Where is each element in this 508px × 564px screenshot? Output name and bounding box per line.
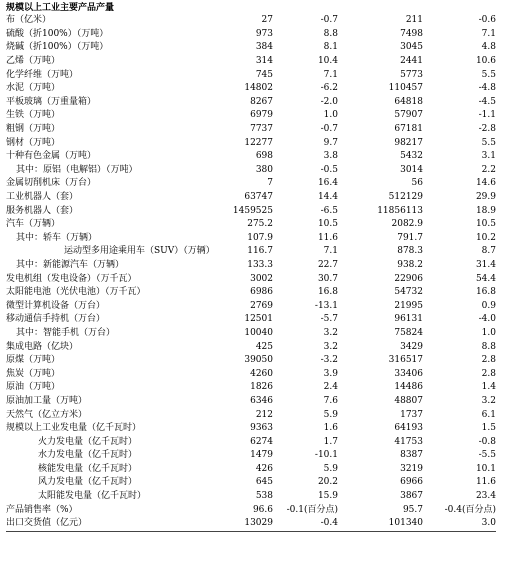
table-row xyxy=(6,14,496,28)
cumulative-output-cell: 75824 xyxy=(394,327,423,338)
table-row xyxy=(6,313,496,327)
month-growth-cell: -2.0 xyxy=(320,96,338,107)
month-growth-cell: 15.9 xyxy=(317,491,338,502)
table-row xyxy=(6,476,496,490)
table-row xyxy=(6,164,496,178)
cumulative-growth-cell: 14.6 xyxy=(475,178,496,189)
month-growth-cell: 14.4 xyxy=(317,192,338,203)
month-output-cell: 538 xyxy=(255,491,273,502)
product-name-cell: 服务机器人（套） xyxy=(6,205,79,216)
product-name-cell: 集成电路（亿块） xyxy=(6,341,79,352)
month-output-cell: 7 xyxy=(267,178,273,189)
month-output-cell: 116.7 xyxy=(247,246,273,257)
table-row xyxy=(6,367,496,381)
table-row xyxy=(6,395,496,409)
product-name-cell: 出口交货值（亿元） xyxy=(6,517,218,531)
product-name-cell: 原油加工量（万吨） xyxy=(6,395,88,406)
cumulative-output-cell: 11856113 xyxy=(377,205,423,216)
table-row xyxy=(6,435,496,449)
month-output-cell: 384 xyxy=(255,42,273,53)
table-row xyxy=(6,150,496,164)
month-growth-cell: 5.9 xyxy=(323,463,338,474)
month-output-cell: 107.9 xyxy=(247,232,273,243)
product-name-cell: 焦炭（万吨） xyxy=(6,368,61,379)
product-name-cell: 其中：原铝（电解铝）（万吨） xyxy=(16,164,138,175)
month-output-cell: 1459525 xyxy=(232,205,273,216)
cumulative-output-cell: 95.7 xyxy=(402,504,423,515)
product-name-cell: 金属切削机床（万台） xyxy=(6,178,97,189)
month-output-cell: 745 xyxy=(255,69,273,80)
table-row xyxy=(6,55,496,69)
month-output-cell: 2769 xyxy=(250,300,273,311)
cumulative-output-cell: 41753 xyxy=(394,436,423,447)
cumulative-output-cell: 3429 xyxy=(400,341,423,352)
table-row xyxy=(6,340,496,354)
cumulative-growth-cell: 0.9 xyxy=(481,300,496,311)
cumulative-growth-cell: 6.1 xyxy=(481,409,496,420)
cumulative-output-cell: 110457 xyxy=(388,83,423,94)
table-row xyxy=(6,177,496,191)
cumulative-growth-cell: 54.4 xyxy=(475,273,496,284)
month-growth-cell: 16.8 xyxy=(317,287,338,298)
table-row xyxy=(6,449,496,463)
cumulative-output-cell: 2441 xyxy=(400,56,423,67)
product-name-cell: 生铁（万吨） xyxy=(6,110,61,121)
month-output-cell: 12501 xyxy=(244,314,273,325)
month-growth-cell: 9.7 xyxy=(323,137,338,148)
month-growth-cell: 3.2 xyxy=(323,327,338,338)
table-row xyxy=(6,299,496,313)
month-growth-cell: 20.2 xyxy=(317,477,338,488)
table-row xyxy=(6,82,496,96)
product-name-cell: 原煤（万吨） xyxy=(6,355,61,366)
table-row xyxy=(6,422,496,436)
month-output-cell: 314 xyxy=(255,56,273,67)
product-name-cell: 粗钢（万吨） xyxy=(6,124,61,135)
product-name-cell: 汽车（万辆） xyxy=(6,219,61,230)
cumulative-growth-cell: 10.6 xyxy=(475,56,496,67)
cumulative-output-cell: 8387 xyxy=(400,450,423,461)
cumulative-growth-cell: 1.0 xyxy=(481,327,496,338)
table-row xyxy=(6,204,496,218)
cumulative-growth-cell: -2.8 xyxy=(478,124,496,135)
month-growth-cell: -6.2 xyxy=(320,83,338,94)
product-name-cell: 原油（万吨） xyxy=(6,382,61,393)
cumulative-growth-cell: 5.5 xyxy=(481,137,496,148)
month-output-cell: 8267 xyxy=(250,96,273,107)
table-row xyxy=(6,232,496,246)
table-row xyxy=(6,381,496,395)
product-name-cell: 规模以上工业发电量（亿千瓦时） xyxy=(6,423,142,434)
cumulative-output-cell: 56 xyxy=(411,178,423,189)
cumulative-growth-cell: 3.1 xyxy=(481,151,496,162)
cumulative-output-cell: 57907 xyxy=(394,110,423,121)
cumulative-growth-cell: 1.5 xyxy=(481,423,496,434)
month-output-cell: 4260 xyxy=(250,368,273,379)
cumulative-output-cell: 6966 xyxy=(400,477,423,488)
table-row xyxy=(6,490,496,504)
month-growth-cell: 8.8 xyxy=(323,28,338,39)
month-output-cell: 13029 xyxy=(218,517,273,531)
cumulative-growth-cell: 10.1 xyxy=(475,463,496,474)
month-growth-cell: 10.4 xyxy=(317,56,338,67)
cumulative-output-cell: 64193 xyxy=(394,423,423,434)
month-growth-cell: 2.4 xyxy=(323,382,338,393)
month-output-cell: 63747 xyxy=(244,192,273,203)
cumulative-output-cell: 33406 xyxy=(394,368,423,379)
month-output-cell: 10040 xyxy=(244,327,273,338)
table-row xyxy=(6,503,496,517)
production-table xyxy=(6,14,496,532)
product-name-cell: 水泥（万吨） xyxy=(6,83,61,94)
month-growth-cell: -3.2 xyxy=(320,355,338,366)
month-output-cell: 973 xyxy=(255,28,273,39)
cumulative-output-cell: 316517 xyxy=(388,355,423,366)
cumulative-output-cell: 21995 xyxy=(394,300,423,311)
table-row xyxy=(6,272,496,286)
month-growth-cell: 7.1 xyxy=(323,246,338,257)
month-output-cell: 12277 xyxy=(244,137,273,148)
month-output-cell: 3002 xyxy=(250,273,273,284)
product-name-cell: 移动通信手持机（万台） xyxy=(6,314,106,325)
cumulative-growth-cell: 31.4 xyxy=(475,259,496,270)
cumulative-growth-cell: 10.2 xyxy=(475,232,496,243)
product-name-cell: 钢材（万吨） xyxy=(6,137,61,148)
month-output-cell: 380 xyxy=(255,164,273,175)
month-output-cell: 14802 xyxy=(244,83,273,94)
month-growth-cell: 16.4 xyxy=(317,178,338,189)
table-row xyxy=(6,109,496,123)
cumulative-output-cell: 1737 xyxy=(400,409,423,420)
month-growth-cell: 7.6 xyxy=(323,395,338,406)
product-name-cell: 化学纤维（万吨） xyxy=(6,69,79,80)
product-name-cell: 平板玻璃（万重量箱） xyxy=(6,96,97,107)
month-growth-cell: 7.1 xyxy=(323,69,338,80)
month-growth-cell: 10.5 xyxy=(317,219,338,230)
table-row xyxy=(6,191,496,205)
table-row xyxy=(6,218,496,232)
month-growth-cell: -13.1 xyxy=(314,300,338,311)
cumulative-growth-cell: -0.4(百分点) xyxy=(444,504,496,515)
month-output-cell: 1479 xyxy=(250,450,273,461)
month-growth-cell: 1.6 xyxy=(323,423,338,434)
cumulative-output-cell: 5432 xyxy=(400,151,423,162)
product-name-cell: 十种有色金属（万吨） xyxy=(6,151,97,162)
product-name-cell: 烧碱（折100%）（万吨） xyxy=(6,42,109,53)
product-name-cell: 产品销售率（%） xyxy=(6,504,78,515)
month-growth-cell: 11.6 xyxy=(317,232,338,243)
cumulative-growth-cell: -1.1 xyxy=(478,110,496,121)
cumulative-growth-cell: 11.6 xyxy=(475,477,496,488)
cumulative-growth-cell: -4.8 xyxy=(478,83,496,94)
table-row xyxy=(6,463,496,477)
month-growth-cell: 22.7 xyxy=(317,259,338,270)
table-row xyxy=(6,327,496,341)
cumulative-output-cell: 512129 xyxy=(388,192,423,203)
product-name-cell: 工业机器人（套） xyxy=(6,192,79,203)
cumulative-output-cell: 64818 xyxy=(394,96,423,107)
month-output-cell: 698 xyxy=(255,151,273,162)
month-output-cell: 6274 xyxy=(250,436,273,447)
cumulative-growth-cell: 18.9 xyxy=(475,205,496,216)
cumulative-output-cell: 22906 xyxy=(394,273,423,284)
product-name-cell: 运动型多用途乘用车（SUV）（万辆） xyxy=(64,246,215,257)
month-growth-cell: -0.1(百分点) xyxy=(286,504,338,515)
cumulative-output-cell: 54732 xyxy=(394,287,423,298)
cumulative-growth-cell: 2.8 xyxy=(481,355,496,366)
table-row xyxy=(6,123,496,137)
cumulative-growth-cell: 8.8 xyxy=(481,341,496,352)
month-growth-cell: -6.5 xyxy=(320,205,338,216)
product-name-cell: 天然气（亿立方米） xyxy=(6,409,88,420)
month-growth-cell: -0.5 xyxy=(320,164,338,175)
cumulative-output-cell: 3219 xyxy=(400,463,423,474)
table-title: 规模以上工业主要产品产量 xyxy=(6,3,115,13)
cumulative-growth-cell: 7.1 xyxy=(481,28,496,39)
month-output-cell: 133.3 xyxy=(247,259,273,270)
cumulative-growth-cell: 10.5 xyxy=(475,219,496,230)
cumulative-growth-cell: 3.0 xyxy=(423,517,496,531)
product-name-cell: 核能发电量（亿千瓦时） xyxy=(38,463,138,474)
month-growth-cell: -0.4 xyxy=(273,517,338,531)
cumulative-output-cell: 96131 xyxy=(394,314,423,325)
product-name-cell: 发电机组（发电设备）（万千瓦） xyxy=(6,273,137,284)
month-output-cell: 6346 xyxy=(250,395,273,406)
table-row xyxy=(6,136,496,150)
month-growth-cell: 3.8 xyxy=(323,151,338,162)
cumulative-growth-cell: -4.5 xyxy=(478,96,496,107)
cumulative-growth-cell: 4.8 xyxy=(481,42,496,53)
month-growth-cell: 5.9 xyxy=(323,409,338,420)
cumulative-growth-cell: 2.2 xyxy=(481,164,496,175)
cumulative-growth-cell: 5.5 xyxy=(481,69,496,80)
cumulative-output-cell: 5773 xyxy=(400,69,423,80)
month-output-cell: 212 xyxy=(255,409,273,420)
month-growth-cell: 1.0 xyxy=(323,110,338,121)
cumulative-output-cell: 3014 xyxy=(400,164,423,175)
cumulative-output-cell: 3045 xyxy=(400,42,423,53)
cumulative-growth-cell: -0.8 xyxy=(478,436,496,447)
month-growth-cell: 3.2 xyxy=(323,341,338,352)
cumulative-output-cell: 101340 xyxy=(338,517,423,531)
month-output-cell: 27 xyxy=(261,15,273,26)
month-growth-cell: 30.7 xyxy=(317,273,338,284)
month-output-cell: 645 xyxy=(255,477,273,488)
table-row xyxy=(6,245,496,259)
month-output-cell: 6979 xyxy=(250,110,273,121)
cumulative-output-cell: 791.7 xyxy=(397,232,423,243)
month-output-cell: 96.6 xyxy=(252,504,273,515)
cumulative-output-cell: 938.2 xyxy=(397,259,423,270)
month-growth-cell: 3.9 xyxy=(323,368,338,379)
cumulative-output-cell: 211 xyxy=(405,15,423,26)
cumulative-growth-cell: 3.2 xyxy=(481,395,496,406)
product-name-cell: 硫酸（折100%）（万吨） xyxy=(6,28,109,39)
cumulative-output-cell: 98217 xyxy=(394,137,423,148)
month-growth-cell: -5.7 xyxy=(320,314,338,325)
cumulative-output-cell: 48807 xyxy=(394,395,423,406)
product-name-cell: 水力发电量（亿千瓦时） xyxy=(38,450,138,461)
table-row xyxy=(6,354,496,368)
cumulative-output-cell: 2082.9 xyxy=(391,219,423,230)
month-output-cell: 6986 xyxy=(250,287,273,298)
table-row xyxy=(6,408,496,422)
product-name-cell: 微型计算机设备（万台） xyxy=(6,300,106,311)
table-row xyxy=(6,286,496,300)
cumulative-growth-cell: 16.8 xyxy=(475,287,496,298)
cumulative-output-cell: 7498 xyxy=(400,28,423,39)
product-name-cell: 火力发电量（亿千瓦时） xyxy=(38,436,138,447)
product-name-cell: 其中：轿车（万辆） xyxy=(16,232,98,243)
production-table-container xyxy=(6,2,496,532)
month-growth-cell: 1.7 xyxy=(323,436,338,447)
product-name-cell: 其中：新能源汽车（万辆） xyxy=(16,259,125,270)
month-output-cell: 39050 xyxy=(244,355,273,366)
month-growth-cell: -0.7 xyxy=(320,15,338,26)
cumulative-growth-cell: 2.8 xyxy=(481,368,496,379)
product-name-cell: 太阳能电池（光伏电池）（万千瓦） xyxy=(6,287,146,298)
table-row xyxy=(6,517,496,531)
cumulative-output-cell: 3867 xyxy=(400,491,423,502)
month-growth-cell: -0.7 xyxy=(320,124,338,135)
month-growth-cell: 8.1 xyxy=(323,42,338,53)
product-name-cell: 乙烯（万吨） xyxy=(6,56,61,67)
month-output-cell: 425 xyxy=(255,341,273,352)
cumulative-growth-cell: 29.9 xyxy=(475,192,496,203)
cumulative-output-cell: 14486 xyxy=(394,382,423,393)
cumulative-growth-cell: 8.7 xyxy=(481,246,496,257)
cumulative-output-cell: 878.3 xyxy=(397,246,423,257)
cumulative-output-cell: 67181 xyxy=(394,124,423,135)
cumulative-growth-cell: -5.5 xyxy=(478,450,496,461)
month-output-cell: 9363 xyxy=(250,423,273,434)
table-row xyxy=(6,41,496,55)
month-output-cell: 426 xyxy=(255,463,273,474)
product-name-cell: 其中：智能手机（万台） xyxy=(16,327,116,338)
month-output-cell: 1826 xyxy=(250,382,273,393)
product-name-cell: 风力发电量（亿千瓦时） xyxy=(38,477,138,488)
table-body xyxy=(6,14,496,531)
month-growth-cell: -10.1 xyxy=(314,450,338,461)
cumulative-growth-cell: -0.6 xyxy=(478,15,496,26)
table-row xyxy=(6,28,496,42)
product-name-cell: 太阳能发电量（亿千瓦时） xyxy=(38,491,147,502)
month-output-cell: 7737 xyxy=(250,124,273,135)
cumulative-growth-cell: 23.4 xyxy=(475,491,496,502)
product-name-cell: 布（亿米） xyxy=(6,15,52,26)
table-row xyxy=(6,96,496,110)
cumulative-growth-cell: -4.0 xyxy=(478,314,496,325)
cumulative-growth-cell: 1.4 xyxy=(481,382,496,393)
table-row xyxy=(6,68,496,82)
table-row xyxy=(6,259,496,273)
month-output-cell: 275.2 xyxy=(247,219,273,230)
